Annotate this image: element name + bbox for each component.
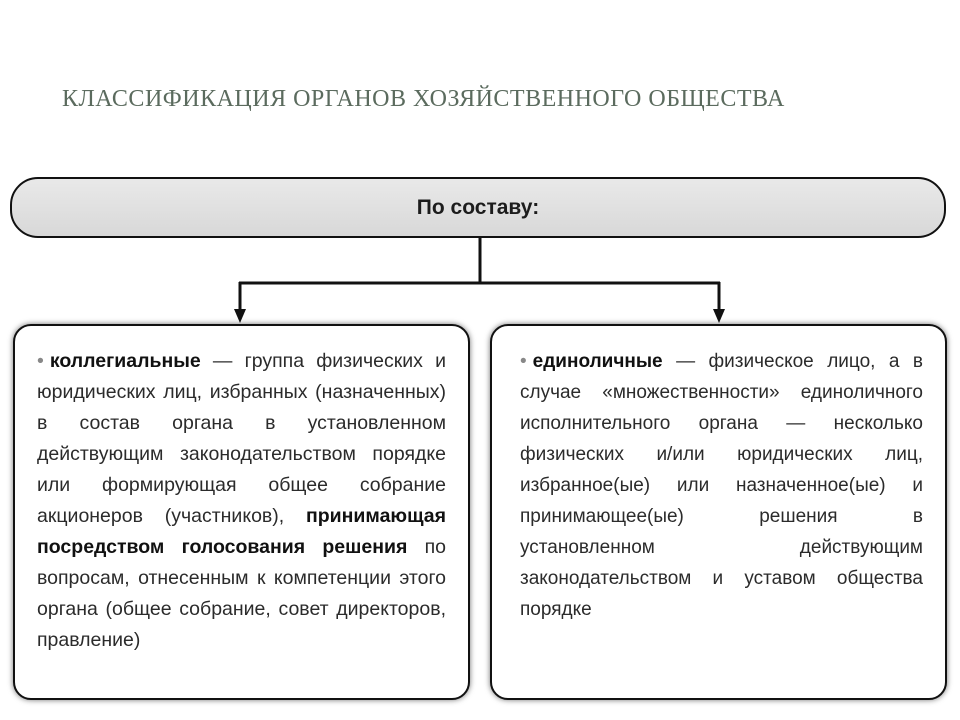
collegial-text	[37, 346, 446, 656]
collegial-text-2: по вопросам, отнесенным к компетенции этого органа (общее собрание, совет директоров, правление)	[37, 536, 446, 651]
collegial-emphasis: принимающая посредством голосования решения	[37, 505, 446, 558]
collegial-text-1: — группа физических и юридических лиц, избранных (назначенных) в состав органа в установленном действующим законодательством порядке или формирующая общее собрание акционеров (участников),	[37, 350, 446, 527]
slide-title: КЛАССИФИКАЦИЯ ОРГАНОВ ХОЗЯЙСТВЕННОГО ОБЩЕСТВА	[62, 86, 785, 112]
sole-text-body: — физическое лицо, а в случае «множественности» единоличного исполнительного органа — несколько физических и/или юридических лиц, избранное(ые) или назначенное(ые) и принимающее(ые) решения в установленном действующим законодательством и уставом общества порядке	[520, 351, 923, 620]
bullet-icon: •	[37, 350, 44, 372]
collegial-term: коллегиальные	[49, 350, 201, 372]
bullet-icon: •	[520, 351, 527, 372]
right-arrowhead	[713, 309, 725, 323]
sole-text	[520, 346, 923, 625]
sole-box	[490, 324, 947, 700]
sole-term: единоличные	[532, 351, 663, 372]
left-arrowhead	[234, 309, 246, 323]
header-label: По составу:	[416, 195, 540, 219]
collegial-box	[13, 324, 470, 700]
